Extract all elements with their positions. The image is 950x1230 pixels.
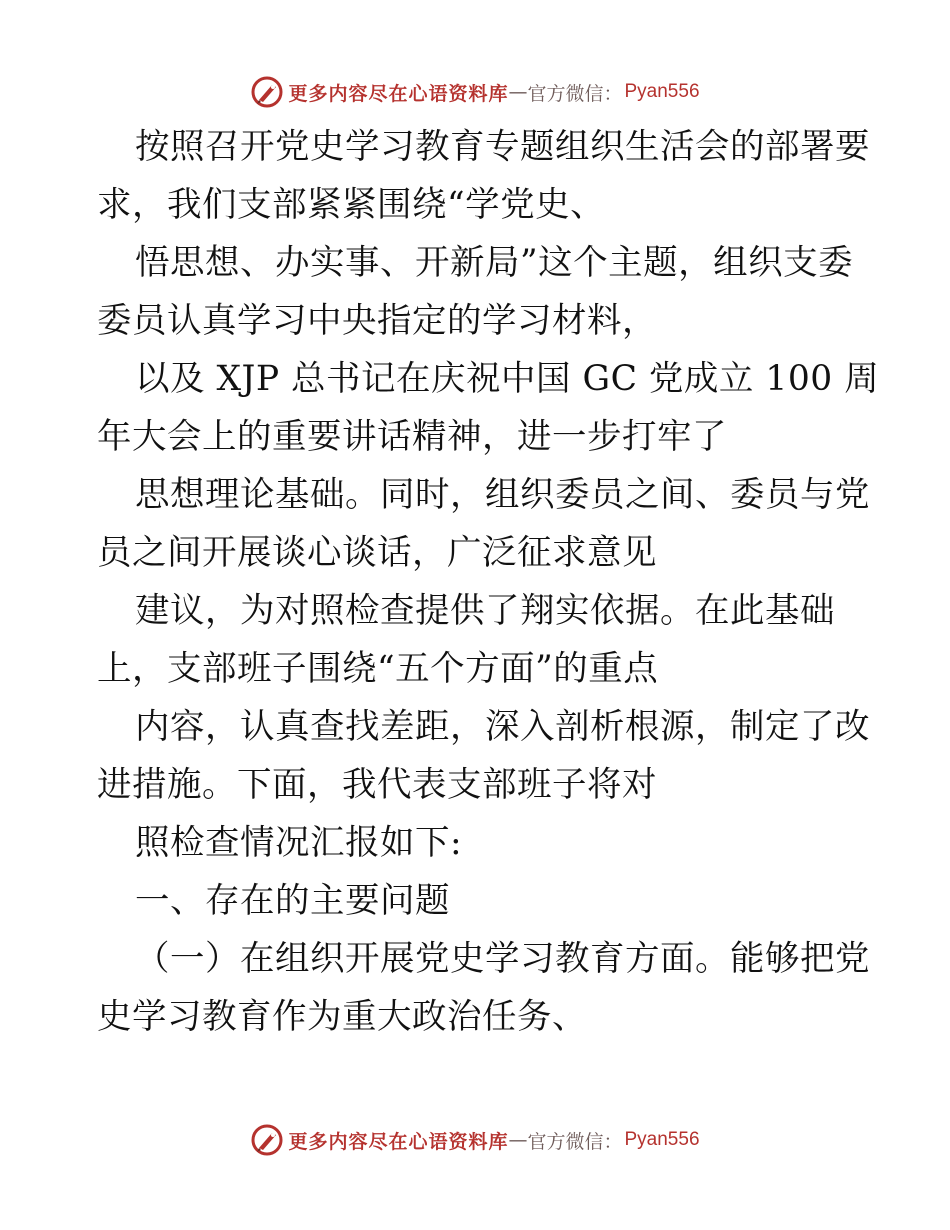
document-line: 一、存在的主要问题 — [135, 881, 450, 921]
document-line: 年大会上的重要讲话精神，进一步打牢了 — [97, 417, 727, 457]
banner-wechat-label: 官方微信： — [527, 82, 623, 105]
document-line: 以及 XJP 总书记在庆祝中国 GC 党成立 100 周 — [135, 359, 880, 399]
footer-banner — [0, 1120, 950, 1160]
banner-separator: — — [508, 1129, 528, 1151]
document-line: 史学习教育作为重大政治任务、 — [97, 997, 587, 1037]
document-line: （一）在组织开展党史学习教育方面。能够把党 — [135, 939, 870, 979]
document-line: 建议，为对照检查提供了翔实依据。在此基础 — [135, 591, 835, 631]
document-line: 照检查情况汇报如下: — [135, 823, 463, 863]
document-line: 内容，认真查找差距，深入剖析根源，制定了改 — [135, 707, 870, 747]
quill-pen-logo-icon — [250, 75, 284, 109]
document-line: 进措施。下面，我代表支部班子将对 — [97, 765, 657, 805]
document-line: 思想理论基础。同时，组织委员之间、委员与党 — [135, 475, 870, 515]
document-line: 按照召开党史学习教育专题组织生活会的部署要 — [135, 127, 870, 167]
document-line: 委员认真学习中央指定的学习材料， — [97, 301, 657, 341]
banner-wechat-label: 官方微信： — [527, 1130, 623, 1153]
banner-separator: — — [508, 81, 528, 103]
document-body — [97, 118, 880, 1046]
banner-brand-text: 更多内容尽在心语资料库 — [288, 1130, 509, 1153]
document-line: 求，我们支部紧紧围绕“学党史、 — [97, 185, 606, 225]
document-line: 悟思想、办实事、开新局”这个主题，组织支委 — [135, 243, 854, 283]
document-line: 员之间开展谈心谈话，广泛征求意见 — [97, 533, 657, 573]
header-banner — [0, 72, 950, 112]
banner-brand-text: 更多内容尽在心语资料库 — [288, 82, 509, 105]
quill-pen-logo-icon — [250, 1123, 284, 1157]
banner-wechat-handle: Pyan556 — [624, 1129, 700, 1150]
document-line: 上，支部班子围绕“五个方面”的重点 — [97, 649, 659, 689]
banner-wechat-handle: Pyan556 — [624, 81, 700, 102]
